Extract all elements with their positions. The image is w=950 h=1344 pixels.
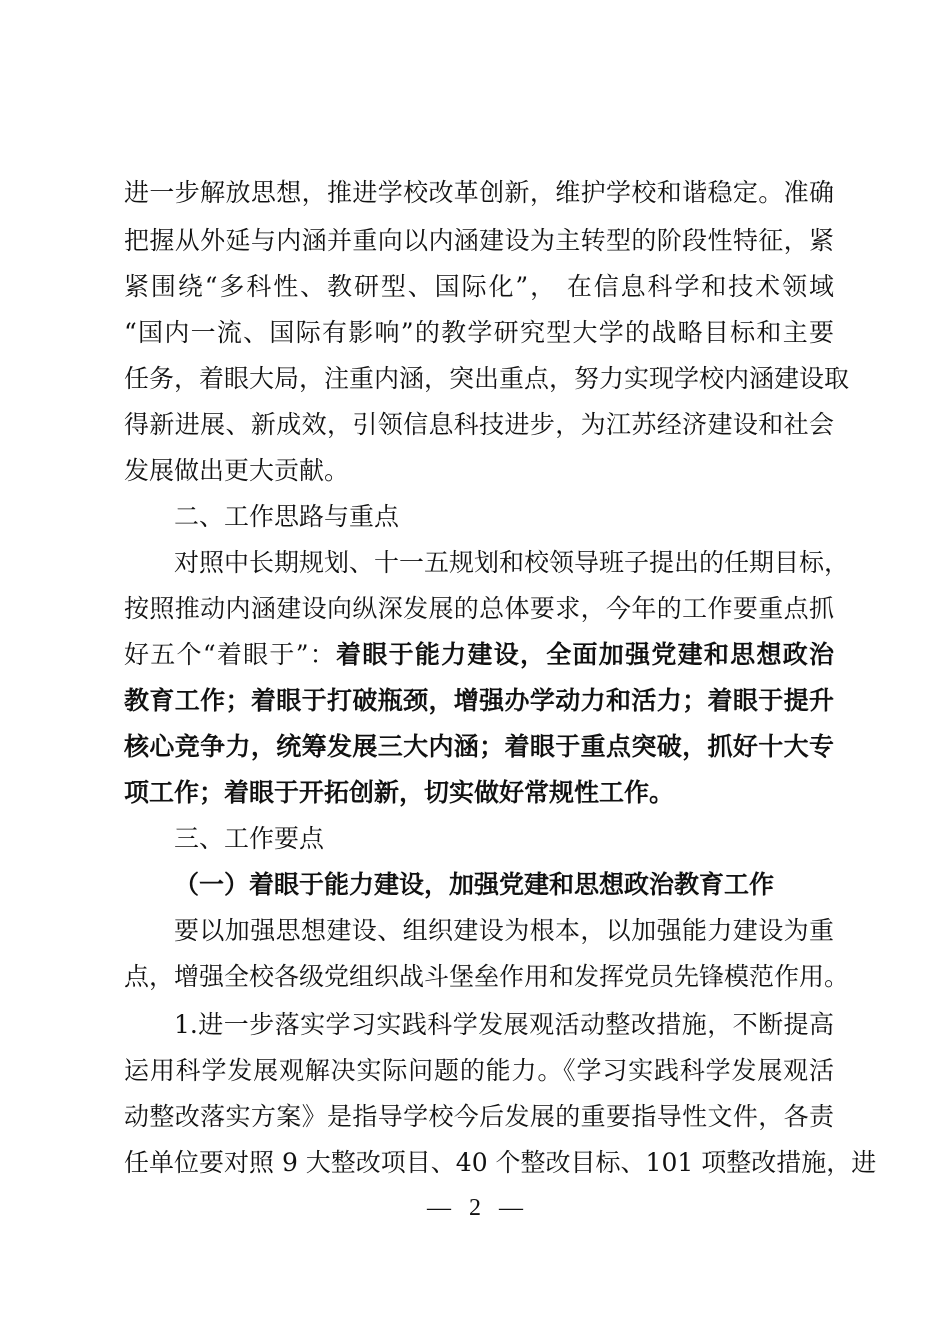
section-heading: 三、工作要点 bbox=[174, 824, 325, 853]
subsection-heading: （一）着眼于能力建设，加强党建和思想政治教育工作 bbox=[174, 870, 775, 899]
paragraph-line: 对照中长期规划、十一五规划和校领导班子提出的任期目标， bbox=[174, 548, 850, 577]
paragraph-line: 紧围绕“多科性、教研型、国际化”， 在信息科学和技术领域 bbox=[124, 272, 834, 301]
paragraph-line: 发展做出更大贡献。 bbox=[124, 456, 350, 485]
paragraph-line: 动整改落实方案》是指导学校今后发展的重要指导性文件，各责 bbox=[124, 1102, 834, 1131]
emphasis-line: 教育工作；着眼于打破瓶颈，增强办学动力和活力；着眼于提升 bbox=[124, 686, 834, 715]
paragraph-line bbox=[124, 640, 834, 670]
paragraph-line: 点，增强全校各级党组织战斗堡垒作用和发挥党员先锋模范作用。 bbox=[124, 962, 850, 991]
paragraph-line: 进一步解放思想，推进学校改革创新，维护学校和谐稳定。准确 bbox=[124, 178, 834, 207]
paragraph-line: 要以加强思想建设、组织建设为根本，以加强能力建设为重 bbox=[174, 916, 834, 945]
paragraph-text: 好五个“着眼于”： bbox=[124, 640, 337, 669]
page-number: — 2 — bbox=[427, 1195, 523, 1221]
paragraph-line: 任务，着眼大局，注重内涵，突出重点，努力实现学校内涵建设取 bbox=[124, 364, 850, 393]
emphasis-line: 核心竞争力，统筹发展三大内涵；着眼于重点突破，抓好十大专 bbox=[124, 732, 834, 761]
paragraph-line: 按照推动内涵建设向纵深发展的总体要求，今年的工作要重点抓 bbox=[124, 594, 834, 623]
paragraph-line: “国内一流、国际有影响”的教学研究型大学的战略目标和主要 bbox=[124, 318, 834, 347]
section-heading: 二、工作思路与重点 bbox=[174, 502, 400, 531]
paragraph-line: 1.进一步落实学习实践科学发展观活动整改措施，不断提高 bbox=[174, 1010, 834, 1039]
emphasis-text: 着眼于能力建设，全面加强党建和思想政治 bbox=[336, 640, 834, 669]
paragraph-line: 运用科学发展观解决实际问题的能力。《学习实践科学发展观活 bbox=[124, 1056, 834, 1085]
paragraph-line: 任单位要对照 9 大整改项目、40 个整改目标、101 项整改措施，进 bbox=[124, 1148, 877, 1177]
emphasis-line: 项工作；着眼于开拓创新，切实做好常规性工作。 bbox=[124, 778, 675, 807]
paragraph-line: 得新进展、新成效，引领信息科技进步，为江苏经济建设和社会 bbox=[124, 410, 834, 439]
paragraph-line: 把握从外延与内涵并重向以内涵建设为主转型的阶段性特征，紧 bbox=[124, 226, 834, 255]
